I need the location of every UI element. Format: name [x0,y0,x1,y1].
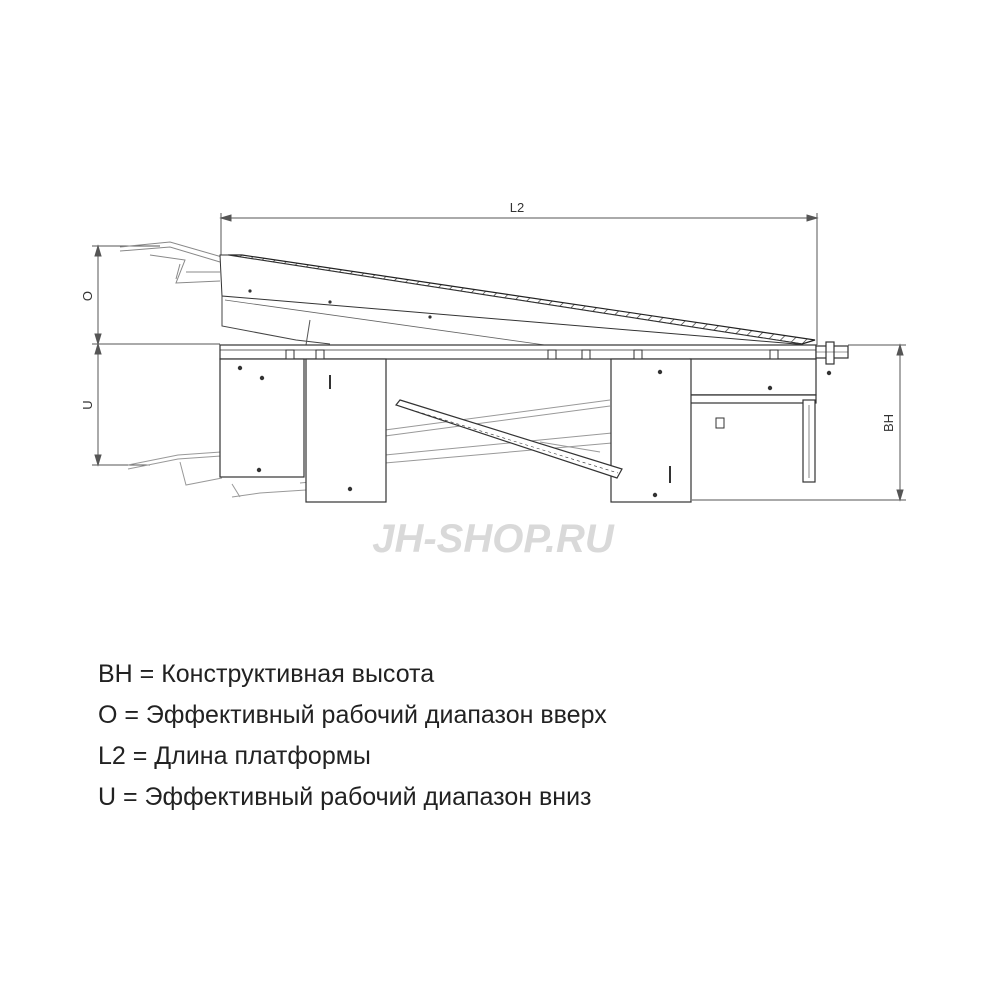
diagonal-beam [396,400,622,478]
dimension-bh-label: BH [881,413,896,433]
legend-item-bh: BH = Конструктивная высота [98,660,435,688]
dimension-u-label: U [80,400,95,410]
lip-upper-position [120,242,222,283]
legend-item-l2: L2 = Длина платформы [98,742,371,770]
legend-item-o: O = Эффективный рабочий диапазон вверх [98,701,607,729]
dimension-o [92,246,220,344]
platform-raised [220,255,815,345]
watermark: JH-SHOP.RU [372,517,614,561]
left-support-plate [220,359,304,477]
dimension-o-label: O [80,290,95,302]
center-left-support [306,359,386,502]
dimension-u [92,344,150,465]
dimension-l2-label: L2 [509,200,525,215]
legend-item-u: U = Эффективный рабочий диапазон вниз [98,783,592,811]
right-frame-section [690,359,831,482]
right-support [611,359,691,502]
legend-list [98,654,607,818]
